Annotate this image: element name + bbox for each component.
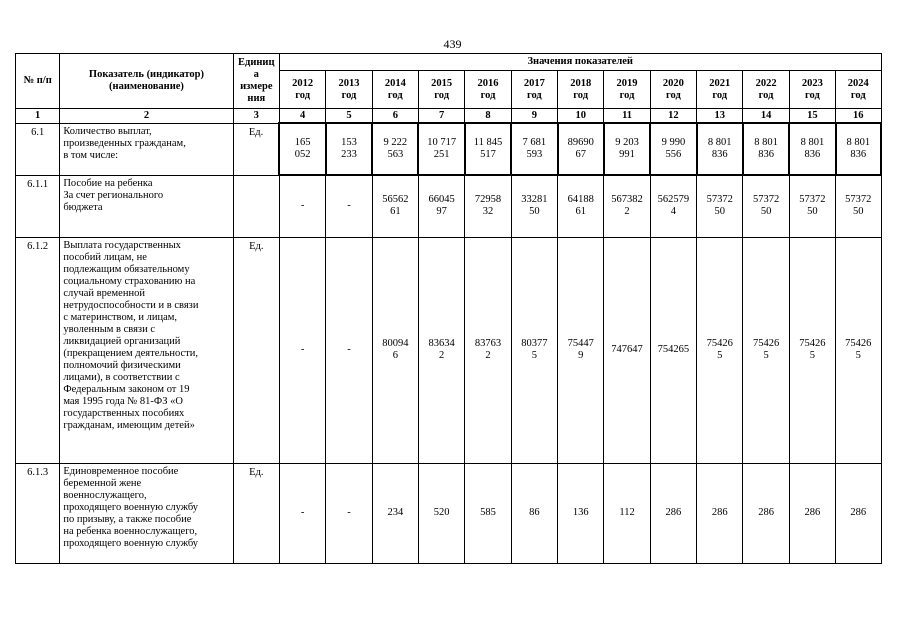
row-value: - bbox=[326, 463, 372, 563]
row-value: 8 801 836 bbox=[743, 123, 789, 175]
row-value: 9 222 563 bbox=[372, 123, 418, 175]
row-value: 754265 bbox=[650, 237, 696, 463]
row-value: 286 bbox=[650, 463, 696, 563]
row-value: 75426 5 bbox=[836, 237, 881, 463]
column-number: 5 bbox=[326, 109, 372, 124]
row-value: 9 203 991 bbox=[604, 123, 650, 175]
row-indicator: Пособие на ребенка За счет регионального бюджета bbox=[60, 175, 233, 237]
column-number: 1 bbox=[16, 109, 60, 124]
year-header: 2024 год bbox=[836, 71, 881, 109]
row-id: 6.1 bbox=[16, 123, 60, 175]
row-value: 11 845 517 bbox=[465, 123, 511, 175]
row-value: 75426 5 bbox=[743, 237, 789, 463]
row-indicator: Количество выплат, произведенных гражданам, в том числе: bbox=[60, 123, 233, 175]
row-id: 6.1.2 bbox=[16, 237, 60, 463]
header-unit: Единиц а измере ния bbox=[233, 54, 279, 109]
row-unit: Ед. bbox=[233, 237, 279, 463]
row-value: - bbox=[279, 463, 325, 563]
column-number: 2 bbox=[60, 109, 233, 124]
row-value: 8 801 836 bbox=[697, 123, 743, 175]
header-indicator: Показатель (индикатор) (наименование) bbox=[60, 54, 233, 109]
year-header: 2012 год bbox=[279, 71, 325, 109]
row-value: 57372 50 bbox=[836, 175, 881, 237]
year-header: 2016 год bbox=[465, 71, 511, 109]
table-row bbox=[16, 175, 882, 237]
year-header: 2019 год bbox=[604, 71, 650, 109]
header-values: Значения показателей bbox=[279, 54, 881, 71]
column-number: 9 bbox=[511, 109, 557, 124]
header-num: № п/п bbox=[16, 54, 60, 109]
row-value: - bbox=[279, 175, 325, 237]
row-value: 286 bbox=[743, 463, 789, 563]
table-row bbox=[16, 237, 882, 463]
row-value: 286 bbox=[697, 463, 743, 563]
row-value: 112 bbox=[604, 463, 650, 563]
row-value: 33281 50 bbox=[511, 175, 557, 237]
row-unit: Ед. bbox=[233, 123, 279, 175]
row-value: 64188 61 bbox=[558, 175, 604, 237]
year-header: 2017 год bbox=[511, 71, 557, 109]
column-number: 10 bbox=[558, 109, 604, 124]
page-number: 439 bbox=[443, 37, 462, 51]
row-value: 562579 4 bbox=[650, 175, 696, 237]
row-unit bbox=[233, 175, 279, 237]
column-number: 3 bbox=[233, 109, 279, 124]
row-value: 80094 6 bbox=[372, 237, 418, 463]
column-number: 14 bbox=[743, 109, 789, 124]
row-value: 83763 2 bbox=[465, 237, 511, 463]
year-header: 2022 год bbox=[743, 71, 789, 109]
table-row bbox=[16, 123, 882, 175]
row-value: 234 bbox=[372, 463, 418, 563]
row-value: - bbox=[326, 175, 372, 237]
row-value: 8 801 836 bbox=[789, 123, 835, 175]
column-number: 4 bbox=[279, 109, 325, 124]
column-number: 8 bbox=[465, 109, 511, 124]
row-value: 10 717 251 bbox=[418, 123, 464, 175]
year-header: 2020 год bbox=[650, 71, 696, 109]
row-value: 286 bbox=[836, 463, 881, 563]
column-number: 16 bbox=[836, 109, 881, 124]
row-value: 153 233 bbox=[326, 123, 372, 175]
row-unit: Ед. bbox=[233, 463, 279, 563]
year-header: 2015 год bbox=[418, 71, 464, 109]
row-value: 75426 5 bbox=[697, 237, 743, 463]
row-value: 80377 5 bbox=[511, 237, 557, 463]
row-value: 57372 50 bbox=[789, 175, 835, 237]
row-value: 520 bbox=[418, 463, 464, 563]
row-value: - bbox=[279, 237, 325, 463]
row-value: 747647 bbox=[604, 237, 650, 463]
year-header: 2013 год bbox=[326, 71, 372, 109]
row-value: 286 bbox=[789, 463, 835, 563]
year-header: 2014 год bbox=[372, 71, 418, 109]
column-number: 11 bbox=[604, 109, 650, 124]
row-indicator: Выплата государственных пособий лицам, не подлежащим обязательному социальному страхованию на случай временной нетрудоспособности и в связи с материнством, и лицам, уволенным в связи с ликвидацией организаций (прекращением деятельности, полномочий физическими лицами), в соответствии с Федеральным законом от 19 мая 1995 года № 81-ФЗ «О государственных пособиях гражданам, имеющим детей» bbox=[60, 237, 233, 463]
row-value: 66045 97 bbox=[418, 175, 464, 237]
year-header: 2018 год bbox=[558, 71, 604, 109]
row-value: 75447 9 bbox=[558, 237, 604, 463]
row-value: 9 990 556 bbox=[650, 123, 696, 175]
column-number: 13 bbox=[697, 109, 743, 124]
table-row bbox=[16, 463, 882, 563]
indicators-table bbox=[15, 53, 882, 564]
row-value: 83634 2 bbox=[418, 237, 464, 463]
row-value: - bbox=[326, 237, 372, 463]
row-value: 585 bbox=[465, 463, 511, 563]
year-header: 2021 год bbox=[697, 71, 743, 109]
column-number: 15 bbox=[789, 109, 835, 124]
row-value: 72958 32 bbox=[465, 175, 511, 237]
row-value: 8 801 836 bbox=[836, 123, 881, 175]
row-value: 57372 50 bbox=[743, 175, 789, 237]
row-value: 136 bbox=[558, 463, 604, 563]
row-value: 7 681 593 bbox=[511, 123, 557, 175]
row-id: 6.1.1 bbox=[16, 175, 60, 237]
row-value: 86 bbox=[511, 463, 557, 563]
row-value: 89690 67 bbox=[558, 123, 604, 175]
row-indicator: Единовременное пособие беременной жене военнослужащего, проходящего военную службу по призыву, а также пособие на ребенка военнослужащего, проходящего военную службу bbox=[60, 463, 233, 563]
column-number: 12 bbox=[650, 109, 696, 124]
row-value: 57372 50 bbox=[697, 175, 743, 237]
year-header: 2023 год bbox=[789, 71, 835, 109]
row-value: 56562 61 bbox=[372, 175, 418, 237]
row-id: 6.1.3 bbox=[16, 463, 60, 563]
row-value: 165 052 bbox=[279, 123, 325, 175]
row-value: 75426 5 bbox=[789, 237, 835, 463]
column-number: 6 bbox=[372, 109, 418, 124]
row-value: 567382 2 bbox=[604, 175, 650, 237]
column-number: 7 bbox=[418, 109, 464, 124]
